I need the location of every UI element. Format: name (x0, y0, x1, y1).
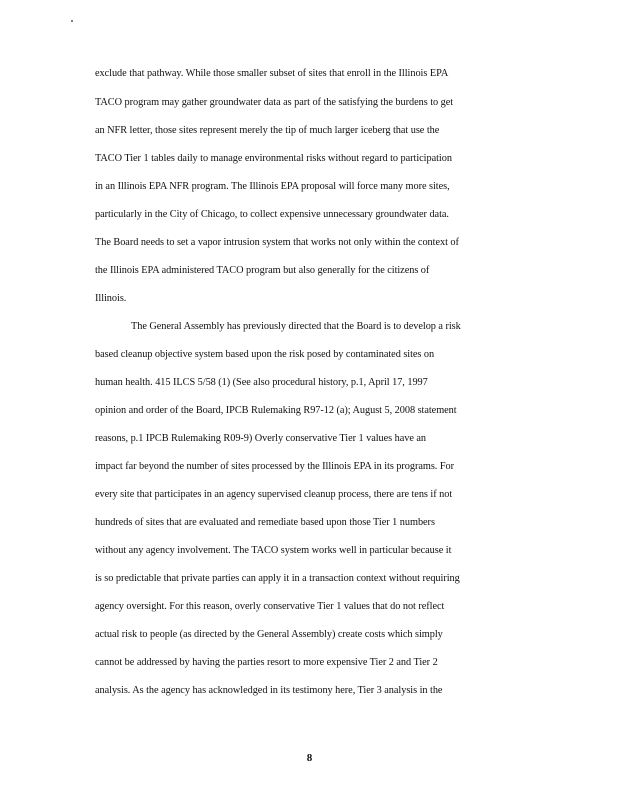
text-line-17: hundreds of sites that are evaluated and remediate based upon those Tier 1 numbers (95, 517, 435, 528)
text-line-11: based cleanup objective system based upon the risk posed by contaminated sites on (95, 349, 435, 360)
text-line-6: particularly in the City of Chicago, to collect expensive unnecessary groundwater data. (95, 209, 449, 220)
text-line-4: TACO Tier 1 tables daily to manage environmental risks without regard to participation (95, 153, 452, 164)
text-line-16: every site that participates in an agency supervised cleanup process, there are tens if not (95, 489, 453, 500)
text-line-10: The General Assembly has previously directed that the Board is to develop a risk (131, 321, 461, 332)
text-line-23: analysis. As the agency has acknowledged in its testimony here, Tier 3 analysis in the (95, 685, 443, 696)
text-line-9: Illinois. (95, 293, 127, 304)
text-line-1: exclude that pathway. While those smaller subset of sites that enroll in the Illinois EPA (95, 68, 449, 79)
text-line-8: the Illinois EPA administered TACO program but also generally for the citizens of (95, 265, 430, 276)
page-number: 8 (306, 752, 313, 764)
scan-speck (71, 20, 73, 22)
text-line-7: The Board needs to set a vapor intrusion system that works not only within the context of (95, 237, 459, 248)
text-line-19: is so predictable that private parties can apply it in a transaction context without requiring (95, 573, 460, 584)
text-line-18: without any agency involvement. The TACO system works well in particular because it (95, 545, 452, 556)
text-line-3: an NFR letter, those sites represent merely the tip of much larger iceberg that use the (95, 125, 440, 136)
text-line-21: actual risk to people (as directed by the General Assembly) create costs which simply (95, 629, 443, 640)
text-line-2: TACO program may gather groundwater data as part of the satisfying the burdens to get (95, 97, 454, 108)
text-line-20: agency oversight. For this reason, overly conservative Tier 1 values that do not reflect (95, 601, 445, 612)
text-line-5: in an Illinois EPA NFR program. The Illinois EPA proposal will force many more sites, (95, 181, 450, 192)
text-line-15: impact far beyond the number of sites processed by the Illinois EPA in its programs. For (95, 461, 454, 472)
text-line-12: human health. 415 ILCS 5/58 (1) (See also procedural history, p.1, April 17, 1997 (95, 377, 428, 388)
text-line-22: cannot be addressed by having the parties resort to more expensive Tier 2 and Tier 2 (95, 657, 438, 668)
text-line-14: reasons, p.1 IPCB Rulemaking R09-9) Overly conservative Tier 1 values have an (95, 433, 427, 444)
text-line-13: opinion and order of the Board, IPCB Rulemaking R97-12 (a); August 5, 2008 statement (95, 405, 457, 416)
